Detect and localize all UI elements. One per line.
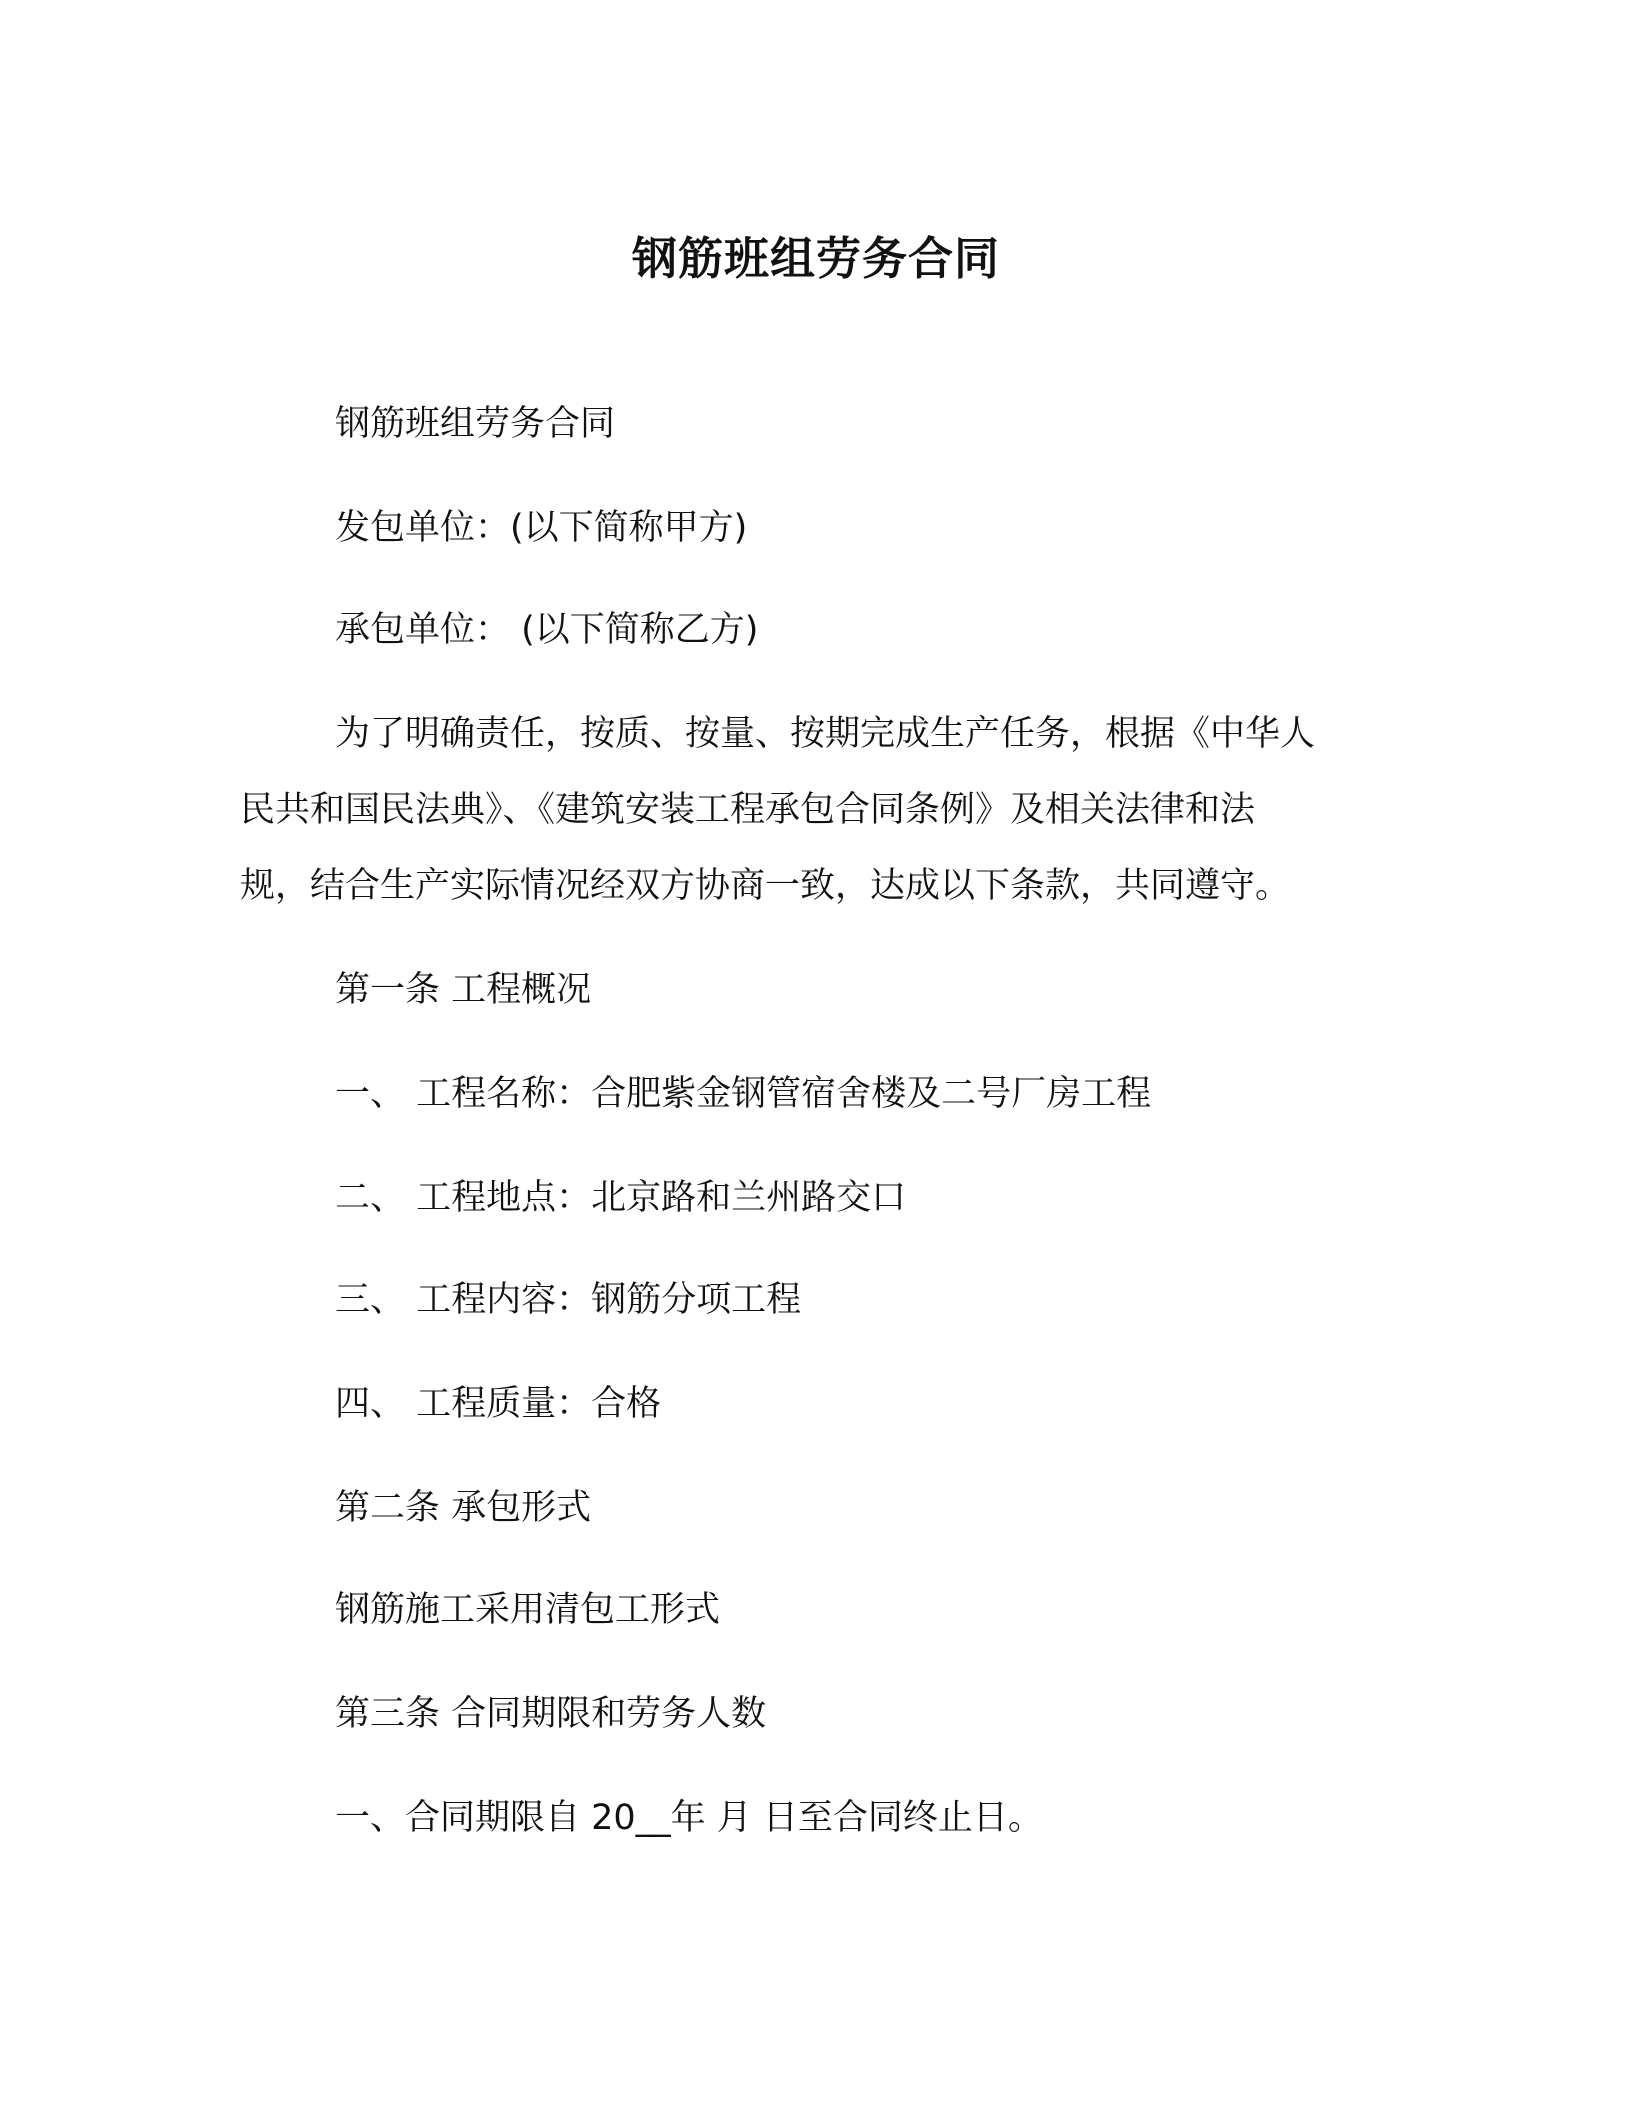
paragraph-employer: 发包单位：(以下简称甲方) <box>335 508 748 548</box>
article-2-heading: 第二条 承包形式 <box>335 1488 592 1528</box>
paragraph-contractor: 承包单位： (以下简称乙方) <box>335 610 759 650</box>
article-1-item-1: 一、 工程名称：合肥紫金钢管宿舍楼及二号厂房工程 <box>335 1074 1152 1114</box>
preamble-line-3: 规，结合生产实际情况经双方协商一致，达成以下条款，共同遵守。 <box>240 866 1291 906</box>
paragraph-preamble <box>240 696 1390 924</box>
article-1-heading: 第一条 工程概况 <box>335 970 592 1010</box>
preamble-line-1: 为了明确责任，按质、按量、按期完成生产任务，根据《中华人 <box>335 714 1316 754</box>
article-1-item-4: 四、 工程质量：合格 <box>335 1384 662 1424</box>
paragraph-subtitle: 钢筋班组劳务合同 <box>335 404 616 444</box>
article-2-text: 钢筋施工采用清包工形式 <box>335 1590 721 1630</box>
article-1-item-2: 二、 工程地点：北京路和兰州路交口 <box>335 1178 907 1218</box>
document-title: 钢筋班组劳务合同 <box>631 232 1000 285</box>
article-1-item-3: 三、 工程内容：钢筋分项工程 <box>335 1280 802 1320</box>
preamble-line-2: 民共和国民法典》、《建筑安装工程承包合同条例》及相关法律和法 <box>240 790 1256 830</box>
article-3-item-1: 一、合同期限自 20__年 月 日至合同终止日。 <box>335 1798 1043 1838</box>
article-3-heading: 第三条 合同期限和劳务人数 <box>335 1694 767 1734</box>
